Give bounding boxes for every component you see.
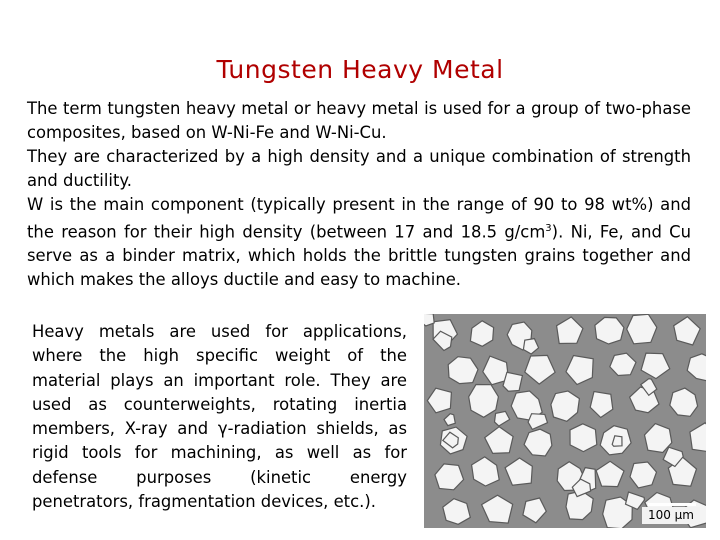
grain-structure [424,314,706,528]
slide-title: Tungsten Heavy Metal [216,55,504,84]
scale-label: 100 μm [642,507,700,524]
grain [595,317,624,344]
intro-paragraph-composition [27,193,691,292]
intro-paragraph-composites: The term tungsten heavy metal or heavy metal is used for a group of two-phase composites, based on W-Ni-Fe and W-Ni-Cu. [27,99,691,142]
intro-text [27,97,691,292]
composition-text-end: ). Ni, Fe, and Cu serve as a binder matrix, which holds the brittle tungsten grains together and which makes the alloys ductile and easy to machine. [27,222,691,290]
small-grain [503,372,522,391]
scale-bar [648,503,696,506]
intro-paragraph-properties: They are characterized by a high density and a unique combination of strength and ductility. [27,147,691,190]
micrograph-image [424,314,706,528]
composition-text-start: W is the main component (typically present in the range of 90 to 98 wt%) and the reason for their high density (between 17 and 18.5 g/cm [27,195,691,242]
applications-text: Heavy metals are used for applications, where the high specific weight of the material plays an important role. They are used as counterweights, rotating inertia members, X-ray and γ-radiation shields, as rigid tools for machining, as well as for defense purposes (kinetic energy penetrators, fragmentation devices, etc.). [32,322,407,512]
superscript-exponent: 3 [545,223,552,234]
